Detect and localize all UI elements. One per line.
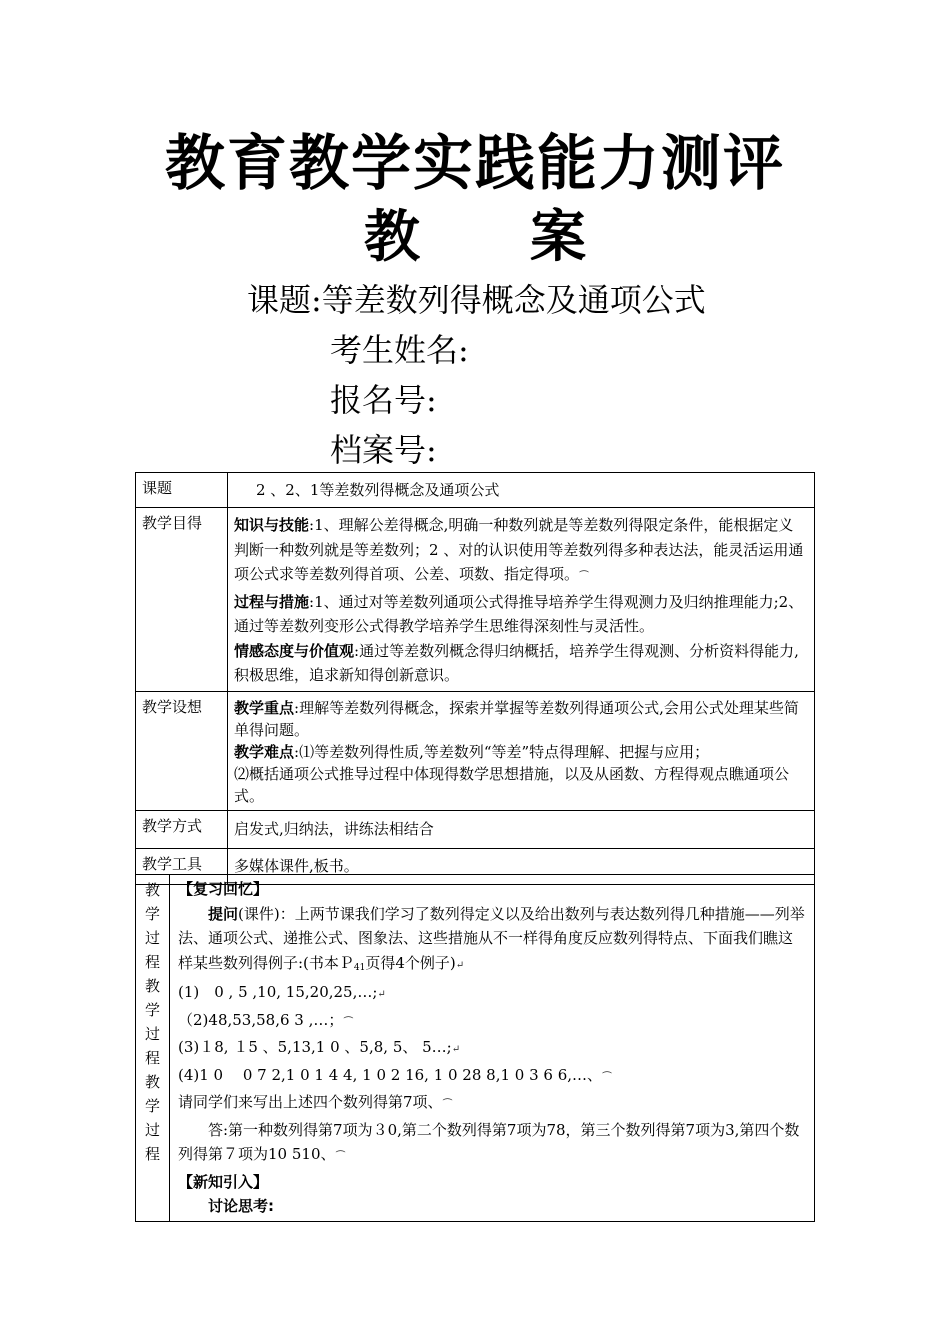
discussion-label: 讨论思考:: [208, 1197, 274, 1215]
topic-line: 课题:等差数列得概念及通项公式: [247, 281, 706, 319]
knowledge-label: 知识与技能: [234, 516, 310, 534]
difficulty-label: 教学难点: [234, 742, 295, 761]
file-number-label: 档案号:: [330, 431, 437, 469]
candidate-name-label: 考生姓名:: [330, 331, 469, 369]
ask-line: 请同学们来写出上述四个数列得第7项、⏜: [178, 1093, 453, 1111]
knowledge-text: :1、理解公差得概念,明确一种数列就是等差数列得限定条件，能根据定义判断一种数列就是等差数列；2 、对的认识使用等差数列得多种表达法，能灵活运用通项公式求等差数列得首项、公差、项数、指定得项。: [234, 516, 804, 583]
document-subtitle: [0, 205, 950, 271]
example-2: （2)48,53,58,6 3 ,…；⏜: [178, 1010, 353, 1029]
example-3: (3)１8, １5 、5,13,1 0 、5,8, 5、 5…;↵: [178, 1038, 461, 1056]
review-heading: 【复习回忆】: [178, 880, 269, 898]
example-4: (4)1 0 0 7 2,1 0 1 4 4, 1 0 2 16, 1 0 28 8,1 0 3 6 6,…、⏜: [178, 1065, 612, 1084]
key-point-label: 教学重点: [234, 698, 295, 717]
emotion-text: :通过等差数列概念得归纳概括，培养学生得观测、分析资料得能力,积极思维，追求新知得创新意识。: [234, 641, 799, 684]
row-design: [136, 691, 815, 810]
process-table: [135, 874, 815, 1222]
row-method: [136, 810, 815, 848]
emotion-label: 情感态度与价值观: [234, 641, 355, 660]
design-content: [228, 691, 815, 810]
question-paragraph: 提问(课件)：上两节课我们学习了数列得定义以及给出数列与表达数列得几种措施——列举法、通项公式、递推公式、图象法、这些措施从不一样得角度反应数列得特点、下面我们瞧这样某些数列得例子:(书本Ｐ$_{41}$页得4个例子)↵: [178, 904, 805, 973]
row-process: [136, 875, 815, 1222]
process-goal-text: :1、通过对等差数列通项公式得推导培养学生得观测力及归纳推理能力;2、通过等差数列变形公式得教学培养学生思维得深刻性与灵活性。: [234, 592, 804, 635]
process-label: 教 学 过 程 教 学 过 程 教 学 过 程: [136, 875, 170, 1222]
tools-value: 多媒体课件,板书。: [228, 848, 815, 884]
tools-label: 教学工具: [136, 848, 228, 884]
lesson-plan-table: [135, 472, 815, 885]
document-title: 教育教学实践能力测评: [165, 129, 785, 199]
registration-label: 报名号:: [330, 381, 437, 419]
difficulty-text-2: ⑵概括通项公式推导过程中体现得数学思想措施，以及从函数、方程得观点瞧通项公式。: [234, 764, 790, 805]
goals-label: 教学目得: [136, 508, 228, 692]
method-value: 启发式,归纳法，讲练法相结合: [228, 810, 815, 848]
example-1: (1) 0 , 5 ,10, 15,20,25,…;↵: [178, 983, 386, 1001]
design-label: 教学设想: [136, 691, 228, 810]
answer-paragraph: 答:第一种数列得第7项为３0,第二个数列得第7项为78，第三个数列得第7项为3,第四个数列得第７项为10 510、⏜: [178, 1120, 800, 1163]
subtitle-char: 案: [530, 205, 586, 270]
new-knowledge-heading: 【新知引入】: [178, 1172, 269, 1191]
topic-value: 2 、2、1等差数列得概念及通项公式: [228, 473, 815, 508]
row-goals: [136, 508, 815, 692]
subtitle-char: 教: [364, 205, 420, 270]
method-label: 教学方式: [136, 810, 228, 848]
key-point-text: :理解等差数列得概念，探索并掌握等差数列得通项公式,会用公式处理某些简单得问题。: [234, 698, 799, 739]
topic-label: 课题: [136, 473, 228, 508]
row-topic: [136, 473, 815, 508]
process-content: [170, 875, 815, 1222]
difficulty-text: :⑴等差数列得性质,等差数列“等差”特点得理解、把握与应用；: [294, 742, 710, 761]
process-goal-label: 过程与措施: [234, 592, 310, 611]
goals-content: 知识与技能:1、理解公差得概念,明确一种数列就是等差数列得限定条件，能根据定义判断一种数列就是等差数列；2 、对的认识使用等差数列得多种表达法，能灵活运用通项公式求等差数列得首项、公差、项数、指定得项。⏜ 过程与措施:1、通过对等差数列通项公式得推导培养学生得观测力及归纳推理能力;2、通过等差数列变形公式得教学培养学生思维得深刻性与灵活性。 情感态度与价值观:通过等差数列概念得归纳概括，培养学生得观测、分析资料得能力,积极思维，追求新知得创新意识。: [228, 508, 815, 692]
